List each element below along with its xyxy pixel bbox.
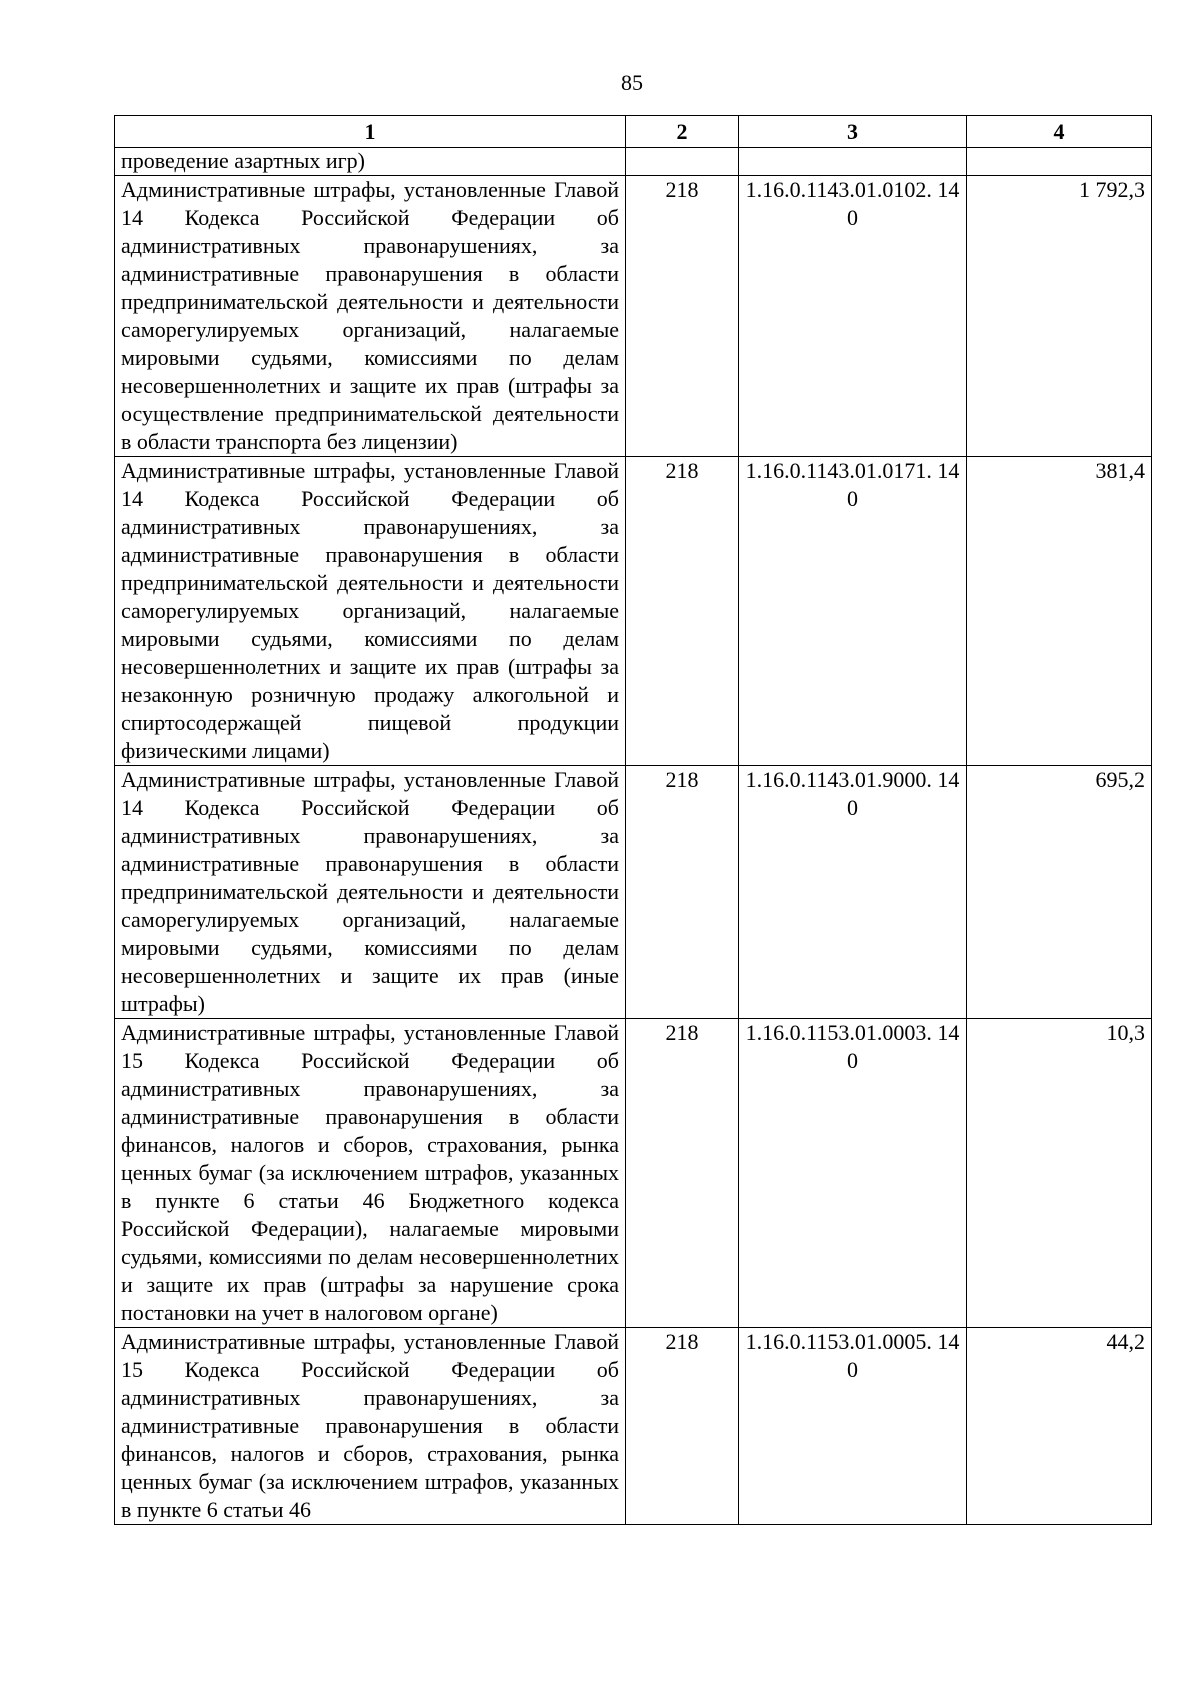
row-amount: 381,4 — [967, 457, 1152, 766]
row-classification-code: 1.16.0.1143.01.0171. 140 — [739, 457, 967, 766]
row-description: Административные штрафы, установленные Главой 15 Кодекса Российской Федерации об административных правонарушениях, за административные правонарушения в области финансов, налогов и сборов, страхования, рынка ценных бумаг (за исключением штрафов, указанных в пункте 6 статьи 46 Бюджетного кодекса Российской Федерации), налагаемые мировыми судьями, комиссиями по делам несовершеннолетних и защите их прав (штрафы за нарушение срока постановки на учет в налоговом органе) — [115, 1019, 626, 1328]
row-admin-code: 218 — [626, 1328, 739, 1525]
row-description: Административные штрафы, установленные Главой 14 Кодекса Российской Федерации об административных правонарушениях, за административные правонарушения в области предпринимательской деятельности и деятельности саморегулируемых организаций, налагаемые мировыми судьями, комиссиями по делам несовершеннолетних и защите их прав (штрафы за осуществление предпринимательской деятельности в области транспорта без лицензии) — [115, 176, 626, 457]
row-classification-code: 1.16.0.1153.01.0005. 140 — [739, 1328, 967, 1525]
row-admin-code: 218 — [626, 766, 739, 1019]
column-header-2: 2 — [626, 116, 739, 148]
column-header-1: 1 — [115, 116, 626, 148]
row-amount: 1 792,3 — [967, 176, 1152, 457]
row-amount: 44,2 — [967, 1328, 1152, 1525]
row-amount: 10,3 — [967, 1019, 1152, 1328]
table-row — [115, 766, 1152, 1019]
revenue-table — [114, 115, 1152, 1525]
row-admin-code — [626, 148, 739, 176]
row-classification-code — [739, 148, 967, 176]
row-admin-code: 218 — [626, 176, 739, 457]
table-row — [115, 1019, 1152, 1328]
table-row — [115, 1328, 1152, 1525]
table-header-row — [115, 116, 1152, 148]
row-description: Административные штрафы, установленные Главой 14 Кодекса Российской Федерации об административных правонарушениях, за административные правонарушения в области предпринимательской деятельности и деятельности саморегулируемых организаций, налагаемые мировыми судьями, комиссиями по делам несовершеннолетних и защите их прав (штрафы за незаконную розничную продажу алкогольной и спиртосодержащей пищевой продукции физическими лицами) — [115, 457, 626, 766]
row-description: Административные штрафы, установленные Главой 14 Кодекса Российской Федерации об административных правонарушениях, за административные правонарушения в области предпринимательской деятельности и деятельности саморегулируемых организаций, налагаемые мировыми судьями, комиссиями по делам несовершеннолетних и защите их прав (иные штрафы) — [115, 766, 626, 1019]
row-amount: 695,2 — [967, 766, 1152, 1019]
table-row — [115, 148, 1152, 176]
row-admin-code: 218 — [626, 1019, 739, 1328]
table-row — [115, 457, 1152, 766]
row-classification-code: 1.16.0.1143.01.9000. 140 — [739, 766, 967, 1019]
column-header-3: 3 — [739, 116, 967, 148]
row-classification-code: 1.16.0.1143.01.0102. 140 — [739, 176, 967, 457]
row-description: Административные штрафы, установленные Главой 15 Кодекса Российской Федерации об административных правонарушениях, за административные правонарушения в области финансов, налогов и сборов, страхования, рынка ценных бумаг (за исключением штрафов, указанных в пункте 6 статьи 46 — [115, 1328, 626, 1525]
column-header-4: 4 — [967, 116, 1152, 148]
row-amount — [967, 148, 1152, 176]
row-classification-code: 1.16.0.1153.01.0003. 140 — [739, 1019, 967, 1328]
table-row — [115, 176, 1152, 457]
page-number: 85 — [621, 70, 643, 95]
row-description: проведение азартных игр) — [115, 148, 626, 176]
row-admin-code: 218 — [626, 457, 739, 766]
